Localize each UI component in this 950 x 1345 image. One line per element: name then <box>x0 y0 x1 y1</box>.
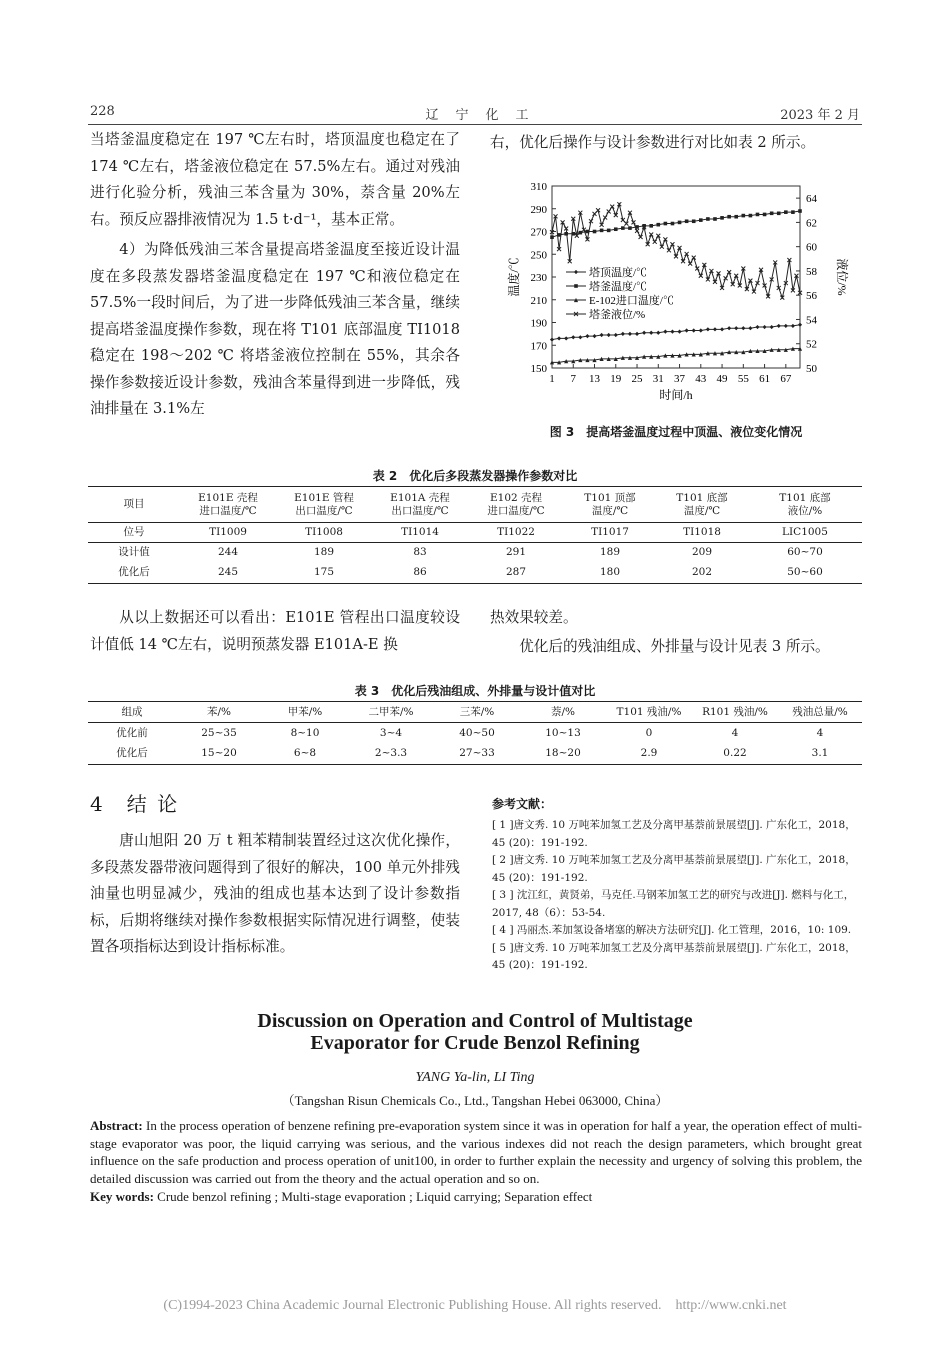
table-cell: 3~4 <box>379 726 403 739</box>
table-cell: 189 <box>599 546 621 559</box>
keywords-label: Key words: <box>90 1189 154 1204</box>
table-cell: LIC1005 <box>748 523 862 543</box>
data-point <box>635 229 639 233</box>
abstract-label: Abstract: <box>90 1118 143 1133</box>
table-caption: 表 2 优化后多段蒸发器操作参数对比 <box>372 469 578 483</box>
table-header: T101 顶部 温度/℃ <box>564 487 656 523</box>
table-cell: 202 <box>656 563 748 584</box>
data-point <box>748 326 752 330</box>
reference-item: [ 2 ]唐文秀. 10 万吨苯加氢工艺及分离甲基萘前景展望[J]. 广东化工，2018，45 (20)：191-192. <box>492 854 856 884</box>
data-point <box>649 224 653 228</box>
y-right-tick-label: 50 <box>806 363 817 375</box>
x-tick-label: 13 <box>589 373 601 385</box>
legend-label: E-102进口温度/℃ <box>589 295 674 307</box>
table-cell: 设计值 <box>118 546 150 559</box>
table-cell: 6~8 <box>262 744 348 765</box>
copyright-footer: (C)1994-2023 China Academic Journal Electronic Publishing House. All rights reserved. http://www.cnki.net <box>163 1298 787 1313</box>
data-point <box>763 213 767 217</box>
y-left-tick-label: 150 <box>530 363 547 375</box>
y-right-tick-label: 54 <box>806 314 817 327</box>
data-point <box>614 227 618 231</box>
data-point <box>692 219 696 223</box>
abstract-text: In the process operation of benzene refining pre-evaporation system since it was in operation for half a year, the operation effect of multi-stage evaporator was poor, the liquid carrying was serious, and the various indexes did not reach the design parameters, which brought great influence on the safe production and process operation of unit100, in order to further explain the necessity and urgency of solving this problem, the detailed discussion was carried out from the theory and the actual operation and so on. <box>90 1118 862 1186</box>
table-cell: 244 <box>217 546 239 559</box>
table-cell: 4 <box>731 726 739 739</box>
data-point <box>635 332 639 336</box>
paragraph: 优化后的残油组成、外排量与设计见表 3 所示。 <box>519 637 830 655</box>
data-point <box>593 230 597 234</box>
data-point <box>607 333 611 337</box>
table-header: E101E 壳程 进口温度/℃ <box>180 487 276 523</box>
table-header: 苯/% <box>176 702 262 723</box>
table-cell: 25~35 <box>201 726 237 739</box>
data-point <box>574 284 578 288</box>
english-title: Discussion on Operation and Control of Multistage Evaporator for Crude Benzol Refining <box>257 1010 693 1054</box>
data-point <box>677 330 681 334</box>
table-cell: 优化前 <box>116 726 148 739</box>
data-point <box>574 270 578 274</box>
table-cell: TI1009 <box>180 523 276 543</box>
data-point <box>713 327 717 331</box>
x-tick-label: 49 <box>716 373 728 385</box>
legend-label: 塔釜液位/% <box>589 309 646 321</box>
y-right-tick-label: 56 <box>806 290 817 303</box>
data-point <box>642 331 646 335</box>
data-point <box>720 327 724 331</box>
table-2 <box>88 486 862 584</box>
table-cell: 50~60 <box>748 563 862 584</box>
table-cell: 4 <box>816 726 824 739</box>
reference-item: [ 3 ] 沈江红，黄贤弟，马克任.马钢苯加氢工艺的研究与改进[J]. 燃料与化工，2017, 48（6）：53-54. <box>492 889 855 919</box>
table-cell: 287 <box>468 563 564 584</box>
data-point <box>600 333 604 337</box>
data-point <box>663 330 667 334</box>
x-tick-label: 19 <box>610 373 622 385</box>
data-point <box>671 222 675 226</box>
table-cell: 209 <box>691 546 713 559</box>
data-point <box>791 210 795 214</box>
data-point <box>571 335 575 339</box>
table-cell: TI1014 <box>372 523 468 543</box>
data-point <box>727 215 731 219</box>
data-point <box>699 218 703 222</box>
english-authors: YANG Ya-lin, LI Ting <box>415 1070 535 1085</box>
table-cell: 180 <box>564 563 656 584</box>
data-point <box>585 334 589 338</box>
x-tick-label: 1 <box>549 373 555 385</box>
table-row <box>88 744 862 765</box>
x-tick-label: 37 <box>674 373 686 385</box>
page-number: 228 <box>90 104 115 119</box>
english-affiliation: （Tangshan Risun Chemicals Co., Ltd., Tangshan Hebei 063000, China） <box>281 1093 669 1108</box>
data-point <box>755 325 759 329</box>
table-cell: 40~50 <box>459 726 495 739</box>
table-header: 项目 <box>88 487 180 523</box>
data-point <box>550 337 554 341</box>
right-column-mid <box>490 605 862 660</box>
y-left-axis-label: 温度/℃ <box>507 257 521 297</box>
data-point <box>600 229 604 233</box>
data-point <box>557 336 561 340</box>
data-point <box>653 240 657 244</box>
legend-label: 塔釜温度/℃ <box>589 281 648 293</box>
y-right-tick-label: 60 <box>806 241 817 254</box>
table-cell: 0.22 <box>692 744 778 765</box>
paragraph: 唐山旭阳 20 万 t 粗苯精制装置经过这次优化操作，多段蒸发器带液问题得到了很好的解决，100 单元外排残油量也明显减少，残油的组成也基本达到了设计参数指标，后期将继续对操作参数根据实际情况进行调整，使装置各项指标达到设计指标标准。 <box>90 832 460 955</box>
table-cell: 86 <box>372 563 468 584</box>
y-right-tick-label: 58 <box>806 265 817 278</box>
figure-caption: 图 3 提高塔釜温度过程中顶温、液位变化情况 <box>549 425 803 439</box>
table-3 <box>88 701 862 765</box>
data-point <box>578 335 582 339</box>
table-cell: 245 <box>180 563 276 584</box>
data-point <box>621 332 625 336</box>
section-title: 4 结 论 <box>90 792 180 816</box>
data-point <box>770 212 774 216</box>
table-row <box>88 723 862 744</box>
data-point <box>614 333 618 337</box>
data-point <box>777 212 781 216</box>
x-tick-label: 67 <box>780 373 792 385</box>
y-left-tick-label: 310 <box>530 181 547 193</box>
paragraph: 热效果较差。 <box>490 609 578 626</box>
data-point <box>685 328 689 332</box>
y-left-tick-label: 230 <box>530 272 547 284</box>
data-point <box>607 229 611 233</box>
data-point <box>706 327 710 331</box>
data-point <box>564 336 568 340</box>
x-tick-label: 31 <box>652 373 664 385</box>
table-header-row <box>88 702 862 723</box>
data-point <box>607 209 611 213</box>
table-cell: TI1008 <box>276 523 372 543</box>
data-point <box>628 226 632 230</box>
data-point <box>756 213 760 217</box>
data-point <box>798 323 802 327</box>
data-point <box>550 235 554 239</box>
data-point <box>720 216 724 220</box>
x-tick-label: 43 <box>695 373 707 385</box>
table-cell: 83 <box>413 546 427 559</box>
chart-series-3 <box>550 347 802 365</box>
y-left-tick-label: 250 <box>530 249 547 262</box>
table-header: 萘/% <box>520 702 606 723</box>
table-header: T101 残油/% <box>606 702 692 723</box>
chart-series-4 <box>550 202 802 299</box>
x-tick-label: 55 <box>737 373 749 385</box>
data-point <box>621 226 625 230</box>
data-point <box>678 221 682 225</box>
chart-series <box>550 202 802 364</box>
table-header: R101 残油/% <box>692 702 778 723</box>
data-point <box>628 332 632 336</box>
y-left-tick-label: 210 <box>530 294 547 307</box>
data-point <box>791 324 795 328</box>
table-cell: 175 <box>276 563 372 584</box>
y-right-axis-label: 液位/% <box>835 258 849 296</box>
x-tick-label: 61 <box>759 373 771 385</box>
table-header: 三苯/% <box>434 702 520 723</box>
data-point <box>762 325 766 329</box>
table-cell: 60~70 <box>787 546 823 559</box>
table-cell: 优化后 <box>88 744 176 765</box>
table-header-row <box>88 487 862 523</box>
table-cell: 位号 <box>88 523 180 543</box>
table-cell: 2.9 <box>606 744 692 765</box>
line-chart <box>490 172 870 404</box>
table-row <box>88 523 862 543</box>
data-point <box>656 331 660 335</box>
data-point <box>699 328 703 332</box>
table-header: 二甲苯/% <box>348 702 434 723</box>
english-abstract <box>90 1117 862 1187</box>
y-left-tick-label: 290 <box>530 203 547 216</box>
table-header: E102 壳程 进口温度/℃ <box>468 487 564 523</box>
data-point <box>664 222 668 226</box>
table-header: 甲苯/% <box>262 702 348 723</box>
right-column-text: 右，优化后操作与设计参数进行对比如表 2 所示。 <box>490 134 816 151</box>
data-point <box>727 326 731 330</box>
table-header: 组成 <box>88 702 176 723</box>
x-axis-label: 时间/h <box>659 388 693 402</box>
legend-label: 塔顶温度/℃ <box>589 267 648 279</box>
paragraph: 从以上数据还可以看出：E101E 管程出口温度较设计值低 14 ℃左右，说明预蒸发器 E101A-E 换 <box>90 609 460 653</box>
data-point <box>777 324 781 328</box>
table-header: T101 底部 温度/℃ <box>656 487 748 523</box>
data-point <box>749 214 753 218</box>
data-point <box>770 325 774 329</box>
table-cell: TI1022 <box>468 523 564 543</box>
data-point <box>784 210 788 214</box>
reference-list <box>492 817 862 975</box>
data-point <box>734 326 738 330</box>
table-cell: 优化后 <box>88 563 180 584</box>
y-left-tick-label: 190 <box>530 317 547 330</box>
table-header: 残油总量/% <box>778 702 862 723</box>
data-point <box>741 326 745 330</box>
table-cell: 2~3.3 <box>348 744 434 765</box>
data-point <box>713 217 717 221</box>
table-cell: 15~20 <box>176 744 262 765</box>
table-cell: 27~33 <box>434 744 520 765</box>
data-point <box>734 215 738 219</box>
table-cell: 291 <box>505 546 527 559</box>
data-point <box>692 328 696 332</box>
table-cell: TI1017 <box>564 523 656 543</box>
table-cell: 0 <box>645 726 653 739</box>
table-header: E101E 管程 出口温度/℃ <box>276 487 372 523</box>
data-point <box>656 223 660 227</box>
header-rule <box>88 124 862 125</box>
data-point <box>592 334 596 338</box>
y-right-tick-label: 52 <box>806 338 817 351</box>
paragraph: 4）为降低残油三苯含量提高塔釜温度至接近设计温度在多段蒸发器塔釜温度稳定在 197 ℃和液位稳定在 57.5%一段时间后，为了进一步降低残油三苯含量，继续提高塔釜温度操作参数，现在将 T101 底部温度 TI1018 稳定在 198～202 ℃ 将塔釜液位控制在 55%，其余各操作参数接近设计参数，残油含苯量得到进一步降低，残油排量在 3.1%左 <box>90 241 460 417</box>
keywords-text: Crude benzol refining ; Multi-stage evaporation ; Liquid carrying; Separation effect <box>157 1189 593 1204</box>
table-cell: TI1018 <box>656 523 748 543</box>
table-cell: 3.1 <box>778 744 862 765</box>
table-header: T101 底部 液位/% <box>748 487 862 523</box>
data-point <box>670 330 674 334</box>
references-heading: 参考文献： <box>492 797 553 811</box>
table-header: E101A 壳程 出口温度/℃ <box>372 487 468 523</box>
table-row <box>88 543 862 563</box>
reference-item: [ 5 ]唐文秀. 10 万吨苯加氢工艺及分离甲基萘前景展望[J]. 广东化工，2018，45 (20)：191-192. <box>492 941 856 971</box>
data-point <box>603 216 607 220</box>
data-point <box>610 205 614 209</box>
table-caption: 表 3 优化后残油组成、外排量与设计值对比 <box>354 684 596 698</box>
english-keywords <box>90 1188 862 1206</box>
y-left-tick-label: 170 <box>530 340 547 353</box>
left-column-top <box>90 127 460 423</box>
data-point <box>649 331 653 335</box>
reference-item: [ 4 ] 冯丽杰.苯加氢设备堵塞的解决方法研究[J]. 化工管理，2016，10: 109. <box>492 924 852 936</box>
table-cell: 10~13 <box>545 726 581 739</box>
chart-series-1 <box>550 323 802 342</box>
y-right-tick-label: 62 <box>806 217 817 230</box>
chart-legend <box>566 265 674 321</box>
table-cell: 189 <box>313 546 335 559</box>
data-point <box>798 209 802 213</box>
data-point <box>593 212 597 216</box>
issue-date: 2023 年 2 月 <box>780 108 860 123</box>
data-point <box>685 219 689 223</box>
table-cell: 8~10 <box>290 726 320 739</box>
y-left-tick-label: 270 <box>530 226 547 239</box>
table-cell: 18~20 <box>520 744 606 765</box>
data-point <box>706 217 710 221</box>
x-tick-label: 7 <box>570 373 577 385</box>
journal-name: 辽 宁 化 工 <box>425 108 531 123</box>
data-point <box>784 324 788 328</box>
table-row <box>88 563 862 584</box>
series-line <box>552 349 800 363</box>
x-tick-label: 25 <box>631 373 643 385</box>
paragraph: 当塔釜温度稳定在 197 ℃左右时，塔顶温度也稳定在了 174 ℃左右，塔釜液位稳定在 57.5%左右。通过对残油进行化验分析，残油三苯含量为 30%，萘含量 20%左右。预反应器排液情况为 1.5 t·d⁻¹，基本正常。 <box>90 131 460 228</box>
reference-item: [ 1 ]唐文秀. 10 万吨苯加氢工艺及分离甲基萘前景展望[J]. 广东化工，2018，45 (20)：191-192. <box>492 819 856 849</box>
y-right-tick-label: 64 <box>806 193 817 206</box>
data-point <box>742 214 746 218</box>
